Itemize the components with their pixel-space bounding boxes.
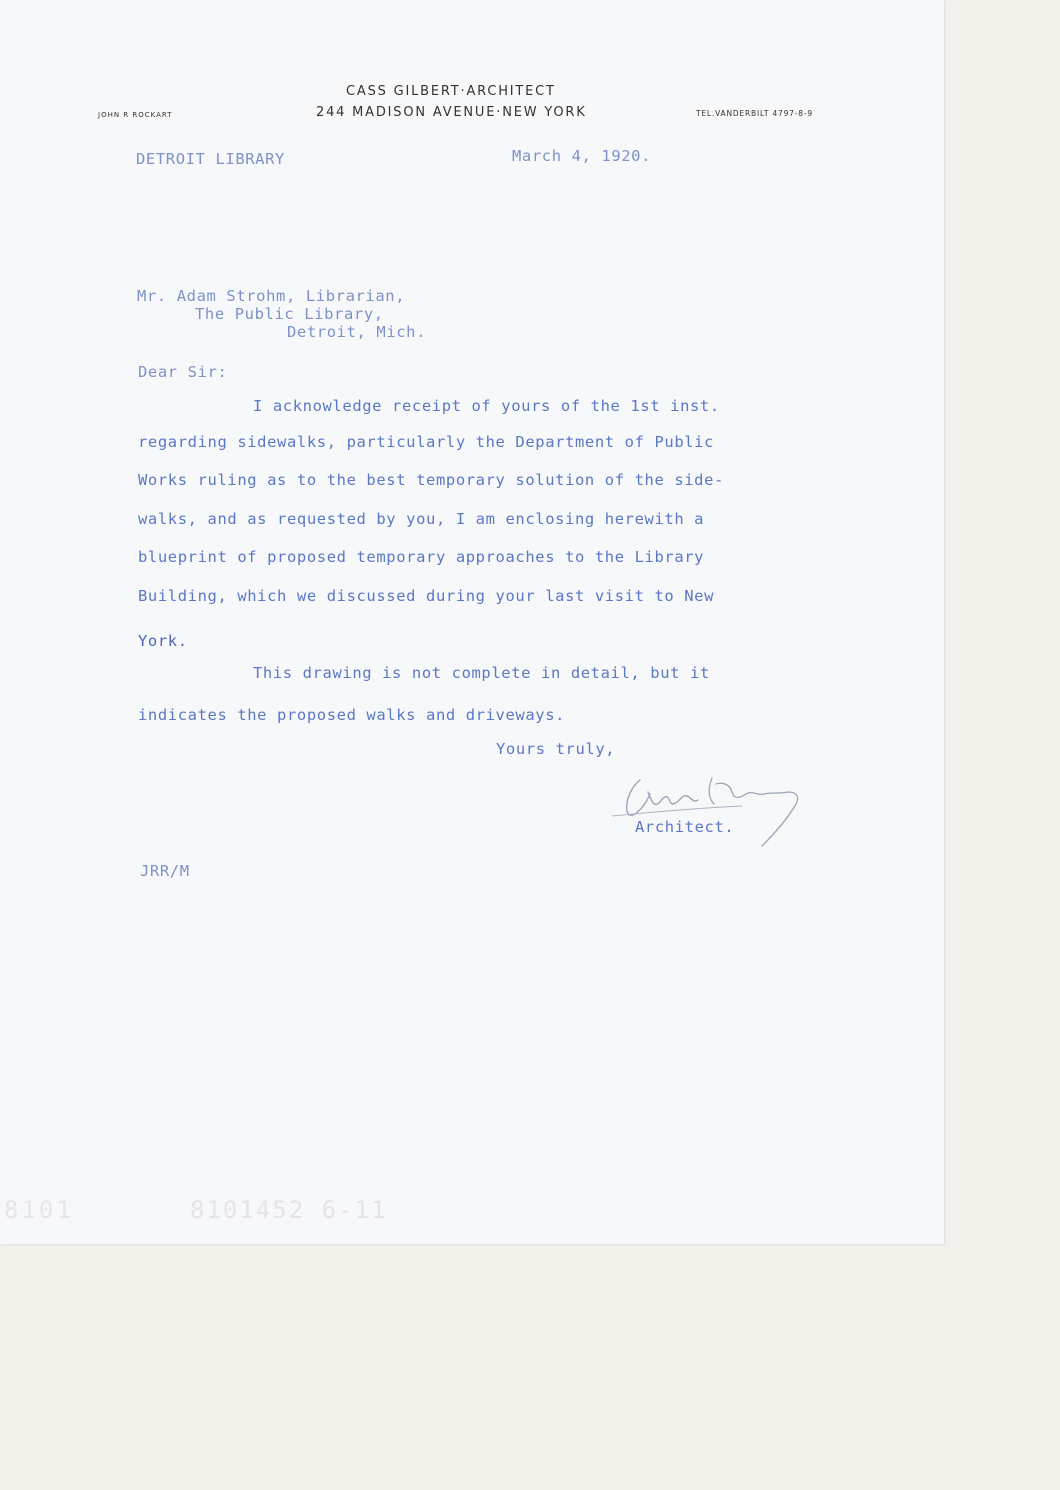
recipient-line: The Public Library, (195, 305, 384, 323)
archive-stamp: 8101452 6-11 (190, 1196, 388, 1224)
body-line: This drawing is not complete in detail, but it (253, 664, 710, 682)
body-line: Building, which we discussed during your last visit to New (138, 587, 715, 605)
handwritten-signature (612, 752, 812, 852)
letter-date: March 4, 1920. (512, 147, 652, 165)
recipient-line: Mr. Adam Strohm, Librarian, (137, 287, 406, 305)
letterhead-name: JOHN R ROCKART (98, 111, 173, 119)
reference-initials: JRR/M (140, 862, 190, 880)
body-line: indicates the proposed walks and driveways. (138, 706, 566, 724)
body-line: blueprint of proposed temporary approaches to the Library (138, 548, 705, 566)
letterhead-telephone: TEL.VANDERBILT 4797-8-9 (696, 109, 813, 118)
closing: Yours truly, (496, 740, 616, 758)
signature-title: Architect. (635, 818, 735, 836)
body-line: York. (138, 632, 188, 650)
recipient-line: Detroit, Mich. (287, 323, 427, 341)
body-line: regarding sidewalks, particularly the Department of Public (138, 433, 715, 451)
archive-stamp: 8101 (4, 1196, 74, 1224)
subject-line: DETROIT LIBRARY (136, 150, 285, 168)
letterhead-title: CASS GILBERT·ARCHITECT (346, 84, 556, 99)
body-line: I acknowledge receipt of yours of the 1st inst. (253, 397, 720, 415)
body-line: walks, and as requested by you, I am enclosing herewith a (138, 510, 705, 528)
salutation: Dear Sir: (138, 363, 228, 381)
body-line: Works ruling as to the best temporary solution of the side- (138, 471, 724, 489)
letterhead-address: 244 MADISON AVENUE·NEW YORK (316, 105, 587, 120)
